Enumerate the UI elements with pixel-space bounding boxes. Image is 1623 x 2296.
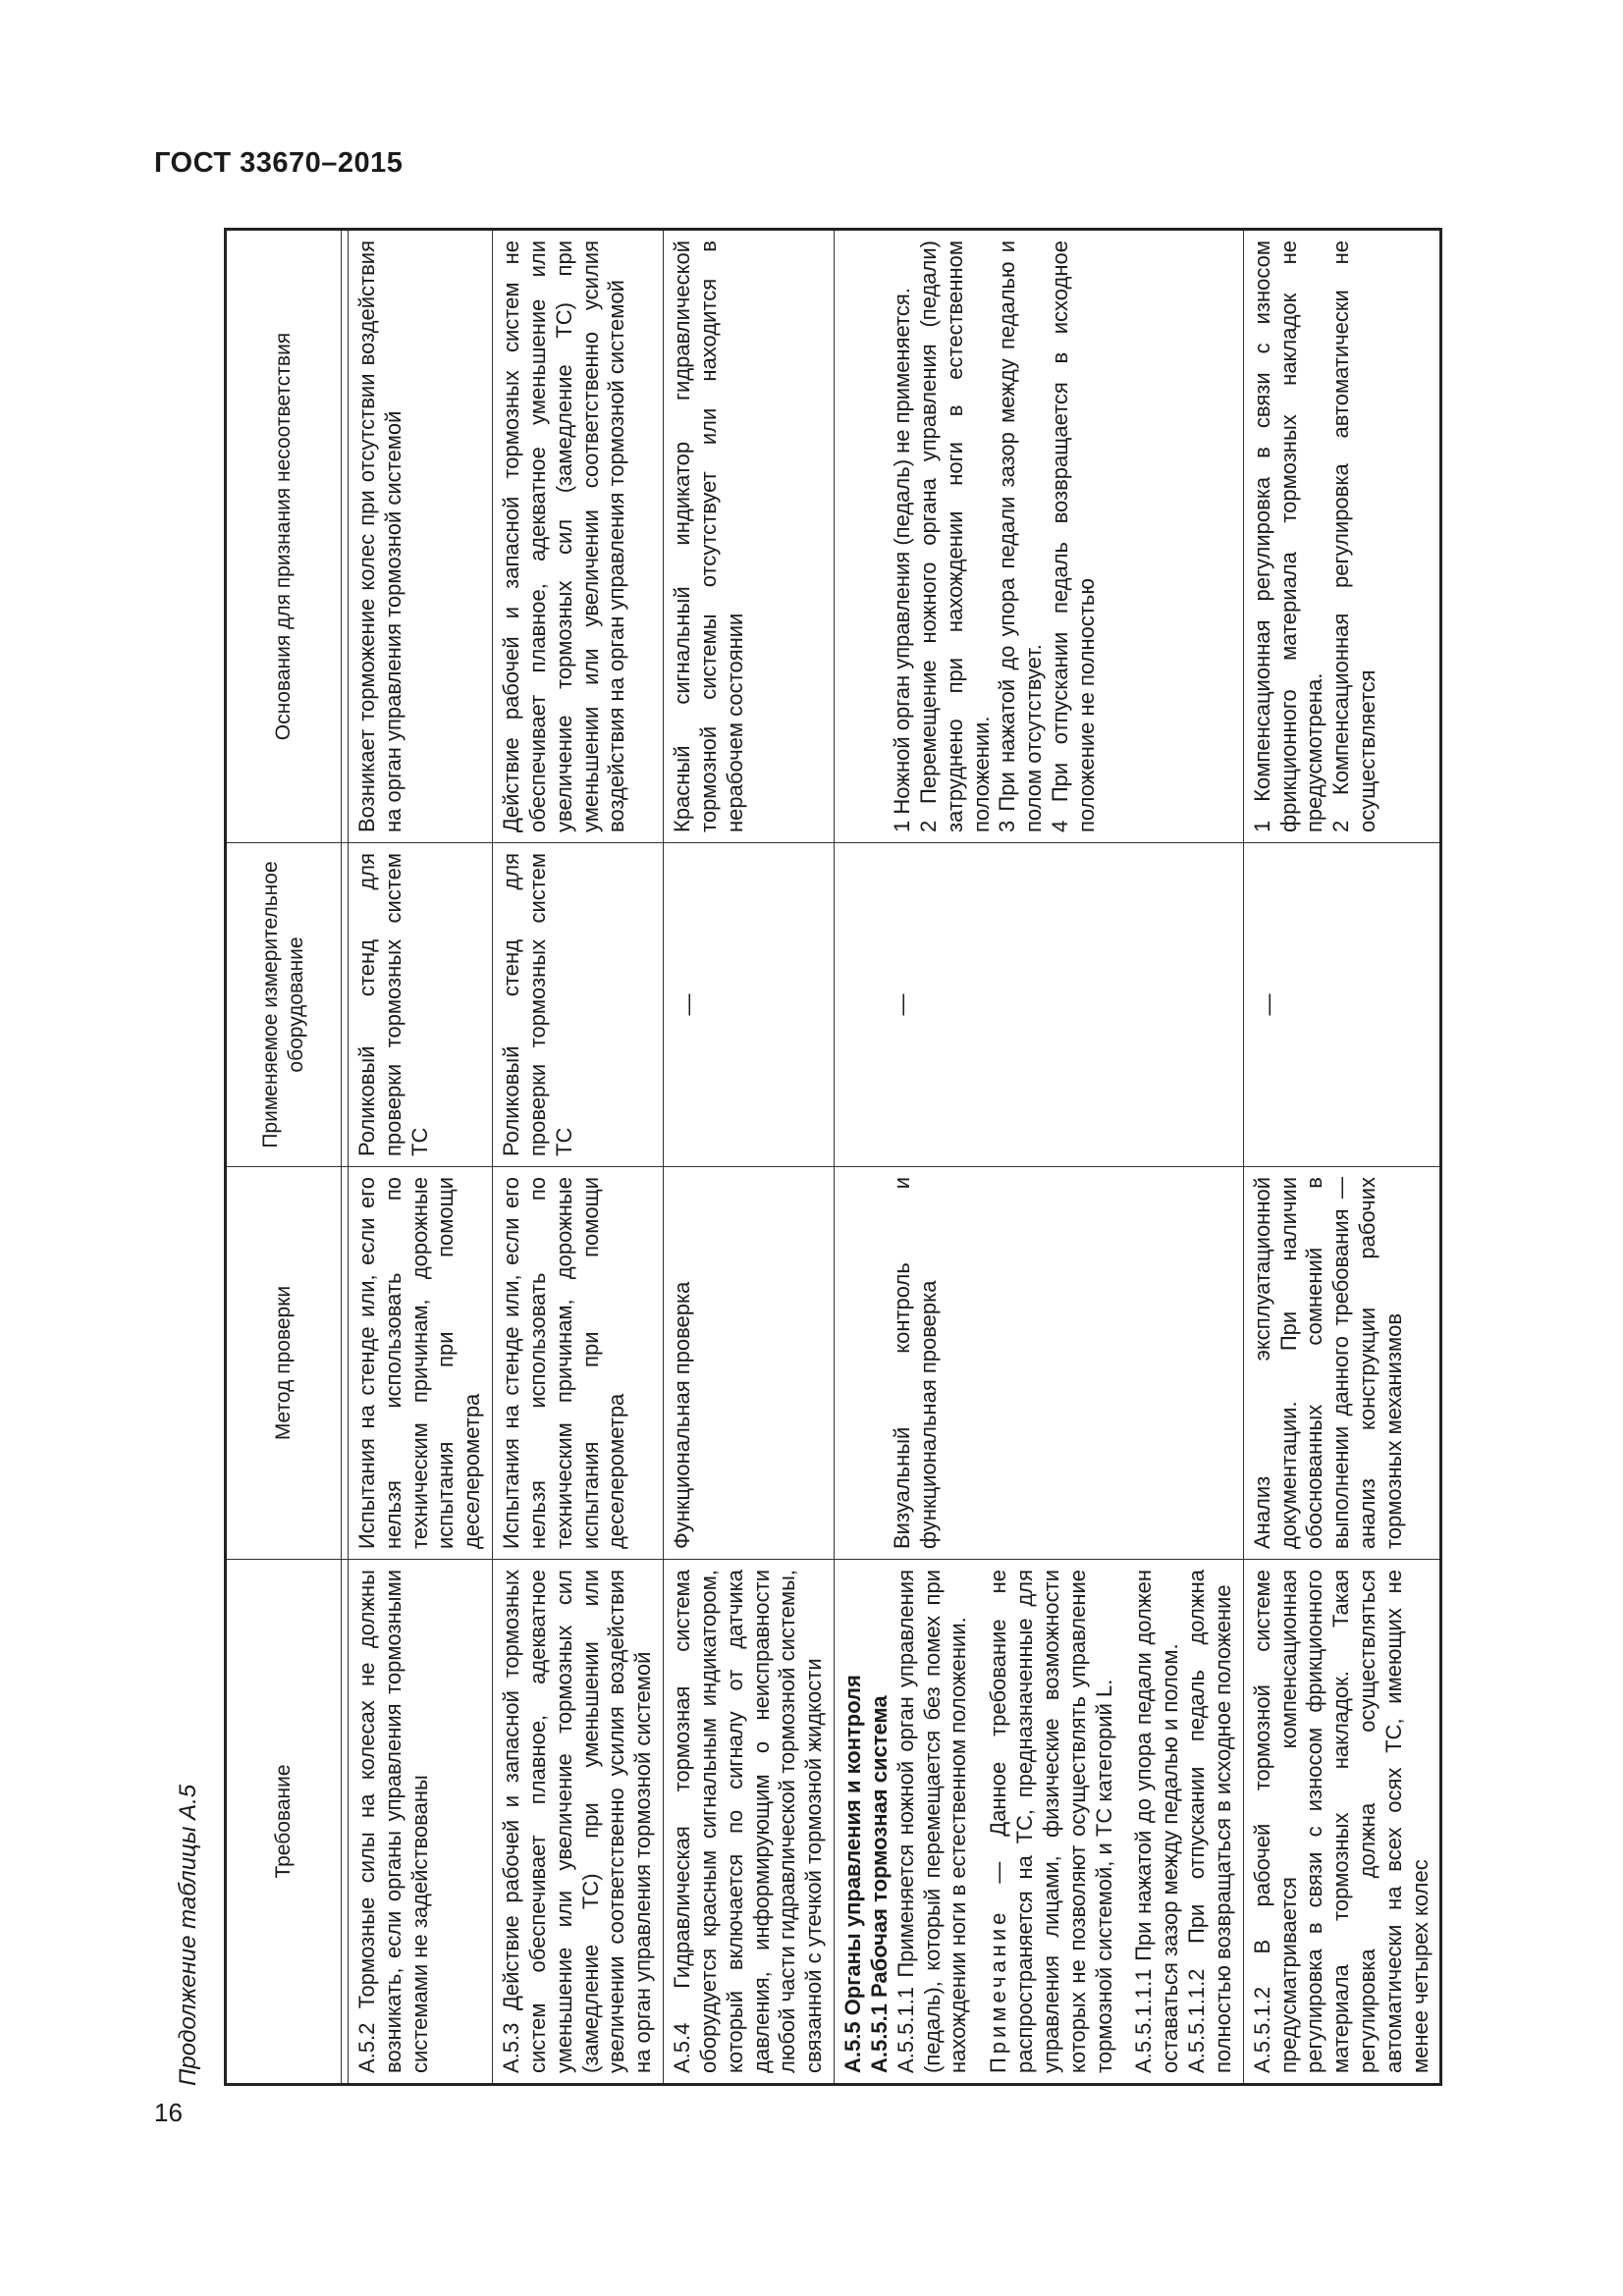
- grounds-item: 4 При отпускании педаль возвращается в исходное положение не полностью: [1048, 240, 1099, 832]
- dash-value: —: [1255, 993, 1280, 1016]
- section-title: А.5.5 Органы управления и контроля: [840, 1675, 866, 2073]
- equipment-cell: [1243, 843, 1441, 1167]
- method-cell: Визуальный контроль и функциональная проверка: [835, 1167, 1244, 1560]
- requirement-paragraph: А.5.5.1.1 Применяется ножной орган управления (педаль), который перемещается без помех при нахождении ноги в естественном положении.: [893, 1570, 971, 2073]
- table-row: [349, 230, 493, 2085]
- table-row: [493, 230, 664, 2085]
- equipment-cell: [664, 843, 835, 1167]
- document-title: ГОСТ 33670–2015: [154, 147, 404, 179]
- grounds-item: 1 Ножной орган управления (педаль) не применяется.: [890, 288, 915, 832]
- table-row: [835, 230, 1244, 2085]
- grounds-item: 2 Перемещение ножного органа управления (педали) затруднено при нахождении ноги в естественном положении.: [915, 240, 994, 832]
- grounds-cell: Возникает торможение колес при отсутствии воздействия на орган управления тормозной системой: [349, 230, 493, 843]
- grounds-item: 1 Компенсационная регулировка в связи с износом фрикционного материала тормозных накладок не предусмотрена.: [1249, 240, 1327, 832]
- requirement-cell: [835, 1560, 1244, 2085]
- note-paragraph: [986, 1570, 1117, 2073]
- equipment-cell: [835, 843, 1244, 1167]
- grounds-item: 3 При нажатой до упора педали зазор между педалью и полом отсутствует.: [995, 240, 1047, 832]
- dash-value: —: [890, 993, 915, 1016]
- table-caption: Продолжение таблицы А.5: [175, 1784, 201, 2086]
- table-row: [1243, 230, 1441, 2085]
- method-cell: Испытания на стенде или, если его нельзя использовать по техническим причинам, дорожные испытания при помощи деселерометра: [349, 1167, 493, 1560]
- method-cell: Анализ эксплуатационной документации. При наличии обоснованных сомнений в выполнении данного требования — анализ конструкции рабочих тормозных механизмов: [1243, 1167, 1441, 1560]
- note-text: — Данное требование не распространяется на ТС, предназначенные для управления лицами, физические возможности которых не позволяют осуществлять управление тормозной системой, и ТС категорий L.: [986, 1570, 1116, 2073]
- requirement-paragraph: А.5.5.1.1.1 При нажатой до упора педали должен оставаться зазор между педалью и полом.: [1131, 1570, 1183, 2073]
- subsection-title: А.5.5.1 Рабочая тормозная система: [866, 1695, 892, 2073]
- page-number: 16: [154, 2098, 183, 2127]
- method-cell: Функциональная проверка: [664, 1167, 835, 1560]
- note-label: Примечание: [986, 1908, 1011, 2073]
- equipment-cell: Роликовый стенд для проверки тормозных систем ТС: [349, 843, 493, 1167]
- table-spacer-row: [342, 230, 349, 2085]
- grounds-cell: Действие рабочей и запасной тормозных систем не обеспечивает плавное, адекватное уменьшение или увеличение тормозных сил (замедление ТС) при уменьшении или увеличении соответственно усилия воздействия на орган управления тормозной системой: [493, 230, 664, 843]
- grounds-cell: Красный сигнальный индикатор гидравлической тормозной системы отсутствует или находится в нерабочем состоянии: [664, 230, 835, 843]
- method-cell: Испытания на стенде или, если его нельзя использовать по техническим причинам, дорожные испытания при помощи деселерометра: [493, 1167, 664, 1560]
- grounds-item: 2 Компенсационная регулировка автоматически не осуществляется: [1328, 240, 1380, 832]
- requirement-cell: А.5.3 Действие рабочей и запасной тормозных систем обеспечивает плавное, адекватное уменьшение или увеличение тормозных сил (замедление ТС) при уменьшении или увеличении соответственно усилия воздействия на орган управления тормозной системой: [493, 1560, 664, 2085]
- table-row: [664, 230, 835, 2085]
- column-header-grounds: Основания для признания несоответствия: [226, 230, 342, 843]
- requirement-cell: А.5.4 Гидравлическая тормозная система оборудуется красным сигнальным индикатором, который включается по сигналу от датчика давления, информирующим о неисправности любой части гидравлической тормозной системы, связанной с утечкой тормозной жидкости: [664, 1560, 835, 2085]
- column-header-method: Метод проверки: [226, 1167, 342, 1560]
- grounds-cell: [1243, 230, 1441, 843]
- table-header-row: [226, 230, 342, 2085]
- column-header-requirement: Требование: [226, 1560, 342, 2085]
- equipment-cell: Роликовый стенд для проверки тормозных систем ТС: [493, 843, 664, 1167]
- requirements-table: [224, 228, 1442, 2086]
- dash-value: —: [676, 993, 701, 1016]
- column-header-equipment: Применяемое измерительное оборудование: [226, 843, 342, 1167]
- rotated-table-region: [175, 231, 1461, 2086]
- requirement-cell: А.5.5.1.2 В рабочей тормозной системе предусматривается компенсационная регулировка в связи с износом фрикционного материала тормозных накладок. Такая регулировка должна осуществляться автоматически на всех осях ТС, имеющих не менее четырех колес: [1243, 1560, 1441, 2085]
- grounds-cell: [835, 230, 1244, 843]
- requirement-cell: А.5.2 Тормозные силы на колесах не должны возникать, если органы управления тормозными системами не задействованы: [349, 1560, 493, 2085]
- requirement-paragraph: А.5.5.1.1.2 При отпускании педаль должна полностью возвращаться в исходное положение: [1184, 1570, 1235, 2073]
